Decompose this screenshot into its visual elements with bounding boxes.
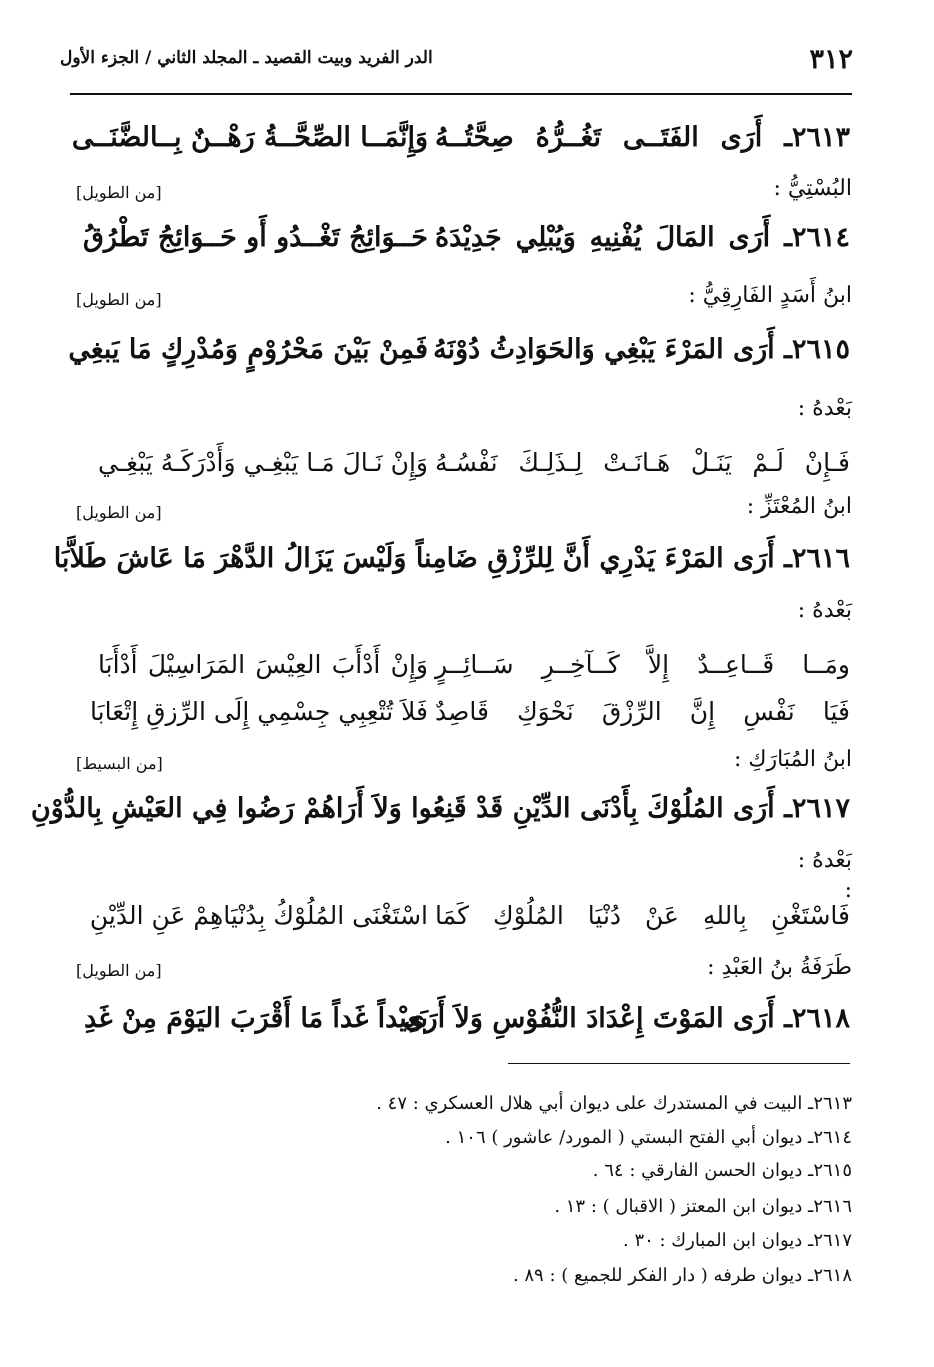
running-title: الدر الفريد وبيت القصيد ـ المجلد الثاني / الجزء الأول (60, 48, 433, 68)
label-baadahu: بَعْدهُ : (797, 848, 852, 873)
label-baadahu: بَعْدهُ : (797, 598, 852, 623)
verse-second-hemistich: وَإِنْ أَدْأَبَ العِيْسَ المَرَاسِيْلَ أَدْأَبَا (98, 650, 428, 679)
footnote-2617: ٢٦١٧ـ ديوان ابن المبارك : ٣٠ . (622, 1230, 852, 1251)
verse-2615-cont (98, 448, 850, 494)
verse-first-hemistich: ٢٦١٨ـ أَرَى المَوْتَ إِعْدَادَ النُّفُوْسِ وَلاَ أَرَى (403, 1003, 850, 1034)
verse-first-hemistich: ٢٦١٥ـ أَرَى المَرْءَ يَبْغِي وَالحَوَادِثُ دُوْنَهُ (433, 334, 850, 365)
verse-2613 (71, 122, 850, 168)
meter-tag: [من البسيط] (76, 754, 163, 773)
meter-tag: [من الطويل] (76, 961, 162, 980)
meter-tag: [من الطويل] (76, 290, 162, 309)
verse-2614 (82, 222, 850, 268)
poet-label-mutazz: ابنُ المُعْتَزِّ : (746, 494, 852, 519)
verse-first-hemistich: فَـإِنْ لَـمْ يَنَـلْ هَـانَـتْ لِـذَلِـكَ نَفْسُـهُ (435, 448, 850, 477)
verse-first-hemistich: فَيَا نَفْسِ إِنَّ الرِّزْقَ نَحْوَكِ قَاصِدٌ (435, 697, 850, 726)
poet-label-busti: البُسْتِيُّ : (773, 176, 852, 201)
meter-tag: [من الطويل] (76, 183, 162, 202)
verse-2615 (68, 334, 850, 380)
verse-first-hemistich: ٢٦١٣ـ أَرَى الفَتَــى تَغُــرُّهُ صِحَّتُــهُ (435, 122, 850, 153)
verse-2618 (84, 1003, 850, 1049)
footnote-2616: ٢٦١٦ـ ديوان ابن المعتز ( الاقبال ) : ١٣ . (554, 1196, 852, 1217)
verse-second-hemistich: اسْتَغْنَى المُلُوْكُ بِدُنْيَاهِمْ عَنِ الدِّيْنِ (89, 901, 428, 930)
footnote-rule (508, 1063, 850, 1064)
footnote-2618: ٢٦١٨ـ ديوان طرفه ( دار الفكر للجميع ) : ٨٩ . (512, 1265, 852, 1286)
header-rule (70, 93, 852, 95)
verse-full-line: ٢٦١٧ـ أَرَى المُلُوْكَ بِأَدْنَى الدِّيْنِ قَدْ قَنِعُوا وَلاَ أَرَاهُمْ رَضُوا فِي العَيْشِ بِالدُّوْنِ (30, 793, 850, 824)
verse-second-hemistich: حَــوَائِجُ تَغْــدُو أَو حَــوَائِجُ تَطْرُقُ (82, 222, 428, 253)
verse-second-hemistich: وَإِنَّمَــا الصِّحَّــةُ رَهْــنٌ بِــالضَّنَــى (71, 122, 428, 153)
verse-second-hemistich: فَلاَ تُتْعِبِي جِسْمِي إِلَى الرِّزقِ إِتْعَابَا (90, 697, 428, 726)
verse-2616-cont-2 (90, 697, 850, 743)
footnote-2614: ٢٦١٤ـ ديوان أبي الفتح البستي ( المورد/ عاشور ) ١٠٦ . (445, 1127, 852, 1148)
poet-label-tarafa: طَرَفَةُ بنُ العَبْدِ : (707, 955, 852, 980)
verse-first-hemistich: ومَــا قَــاعِــدٌ إِلاَّ كَــآخِــرِ سَــائِــرٍ (435, 650, 850, 679)
label-baadahu: بَعْدهُ : (797, 396, 852, 421)
meter-tag: [من الطويل] (76, 503, 162, 522)
footnote-2613: ٢٦١٣ـ البيت في المستدرك على ديوان أبي هلال العسكري : ٤٧ . (376, 1093, 852, 1114)
verse-first-hemistich: ٢٦١٤ـ أَرَى المَالَ يُفْنِيهِ وَيُبْلِي جَدِيْدَهُ (435, 222, 850, 253)
verse-first-hemistich: فَاسْتَغْنِ بِاللهِ عَنْ دُنْيَا المُلُوْكِ كَمَا (435, 901, 850, 930)
verse-2617 (30, 793, 850, 839)
verse-second-hemistich: بَعِيْداً غَداً مَا أَقْرَبَ اليَوْمَ مِنْ غَدِ (84, 1003, 428, 1034)
verse-full-line: ٢٦١٦ـ أَرَى المَرْءَ يَدْرِي أَنَّ لِلرِّزْقِ ضَامِناً وَلَيْسَ يَزَالُ الدَّهْرَ مَا عَاشَ طَلاَّبَا (53, 543, 850, 574)
verse-2617-cont (89, 901, 850, 947)
verse-2616 (53, 543, 850, 589)
verse-2616-cont-1 (98, 650, 850, 696)
poet-label-asad: ابنُ أَسَدٍ الفَارِقِيُّ : (688, 283, 852, 308)
verse-second-hemistich: فَمِنْ بَيْنَ مَحْرُوْمٍ وَمُدْرِكٍ مَا يَبغِي (68, 334, 428, 365)
poet-label-mubarak: ابنُ المُبَارَكِ : (733, 747, 852, 772)
label-colon: : (844, 878, 852, 903)
verse-second-hemistich: وَإِنْ نَـالَ مَـا يَبْغِـي وَأَدْرَكَـهُ يَبْغِـي (98, 448, 428, 477)
footnote-2615: ٢٦١٥ـ ديوان الحسن الفارقي : ٦٤ . (592, 1160, 852, 1181)
page-number: ٣١٢ (809, 44, 853, 75)
